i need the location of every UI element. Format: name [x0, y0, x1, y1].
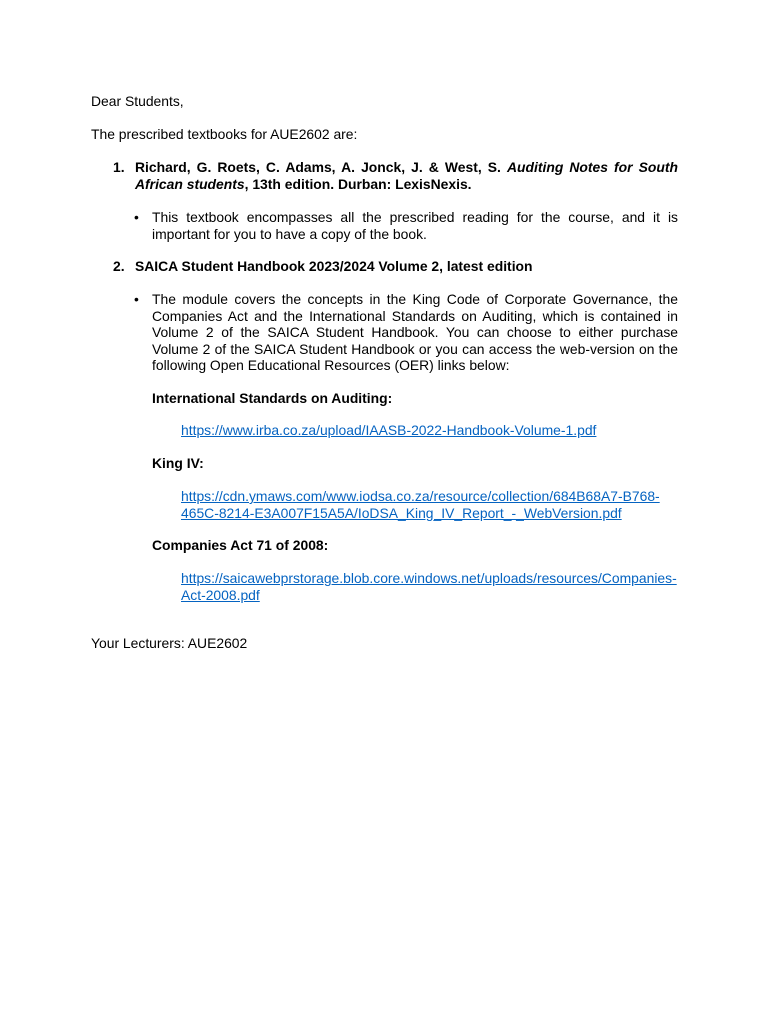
textbook-item-2: [113, 258, 678, 275]
link-line[interactable]: Act-2008.pdf: [181, 586, 260, 603]
resource-heading-isa: International Standards on Auditing:: [152, 390, 393, 406]
companies-act-link[interactable]: [181, 570, 678, 603]
king-iv-report-link[interactable]: [181, 488, 678, 521]
intro-text: The prescribed textbooks for AUE2602 are:: [91, 126, 358, 142]
link-line[interactable]: https://saicawebprstorage.blob.core.windows.net/uploads/resources/Companies-: [181, 570, 677, 586]
greeting: Dear Students,: [91, 93, 184, 109]
textbook-citation: [135, 159, 678, 192]
isa-handbook-link[interactable]: https://www.irba.co.za/upload/IAASB-2022-Handbook-Volume-1.pdf: [181, 422, 597, 438]
list-number: 1.: [113, 159, 125, 175]
citation-edition: , 13th edition. Durban: LexisNexis.: [244, 175, 472, 192]
list-number: 2.: [113, 258, 125, 274]
link-line[interactable]: https://cdn.ymaws.com/www.iodsa.co.za/resource/collection/684B68A7-B768-: [181, 488, 660, 504]
resource-heading-companies-act: Companies Act 71 of 2008:: [152, 537, 329, 553]
bullet-icon: •: [134, 291, 139, 307]
textbook-title: SAICA Student Handbook 2023/2024 Volume 2, latest edition: [135, 258, 533, 274]
textbook-item-1: [113, 159, 678, 192]
link-line[interactable]: 465C-8214-E3A007F15A5A/IoDSA_King_IV_Report_-_WebVersion.pdf: [181, 504, 622, 521]
textbook-2-note: [134, 291, 678, 374]
textbook-1-note: [134, 209, 678, 242]
citation-title: Auditing Notes for South African students: [135, 159, 678, 192]
citation-authors: Richard, G. Roets, C. Adams, A. Jonck, J. & West, S.: [135, 159, 501, 175]
bullet-icon: •: [134, 209, 139, 225]
bullet-text: The module covers the concepts in the King Code of Corporate Governance, the Companies Act and the International Standards on Auditing, which is contained in Volume 2 of the SAICA Student Handbook. You can choose to either purchase Volume 2 of the SAICA Student Handbook or you can access the web-version on the following Open Educational Resources (OER) links below:: [152, 291, 678, 374]
signoff: Your Lecturers: AUE2602: [91, 635, 248, 651]
bullet-text: This textbook encompasses all the prescribed reading for the course, and it is important for you to have a copy of the book.: [152, 209, 678, 242]
resource-heading-king-iv: King IV:: [152, 455, 204, 471]
